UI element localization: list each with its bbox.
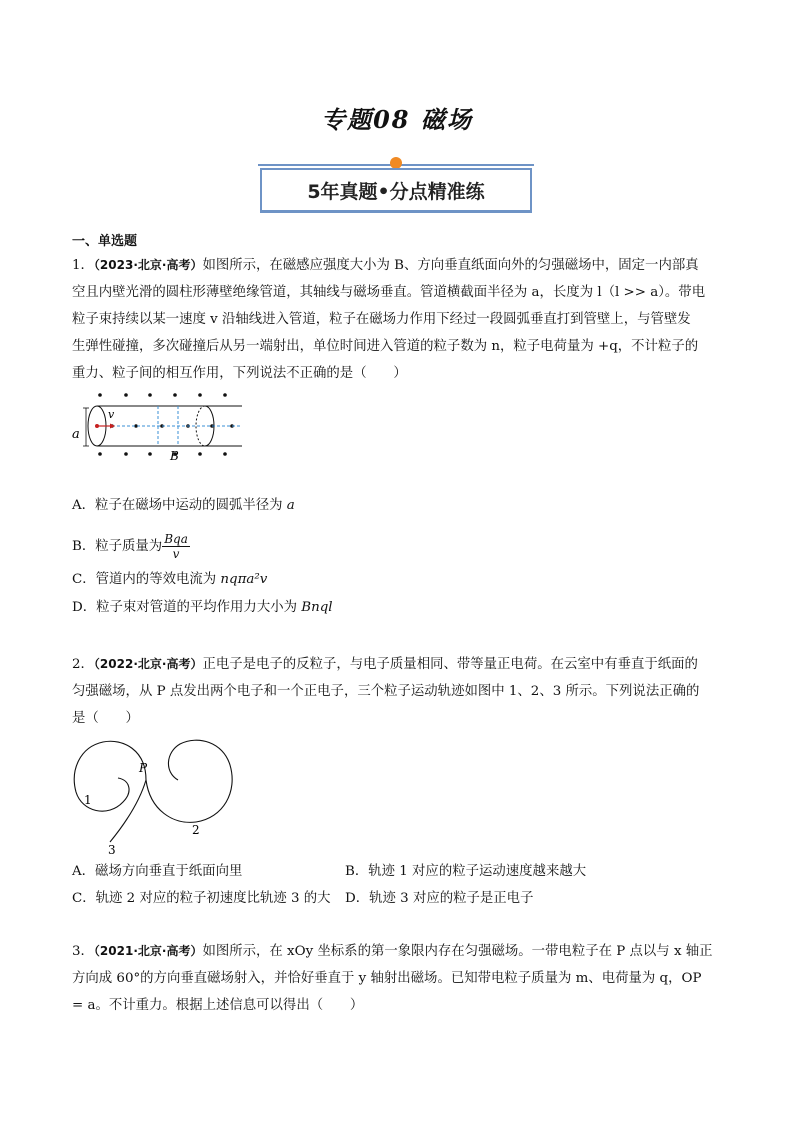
label-track-2: 2: [192, 823, 200, 837]
question-2-figure: [68, 730, 248, 855]
question-1-figure: [70, 382, 260, 492]
question-2-number: 2．: [72, 657, 94, 672]
question-2-line-1-text: 正电子是电子的反粒子，与电子质量相同、带等量正电荷。在云室中有垂直于纸面的: [202, 657, 698, 672]
pipe-dashed: [97, 406, 242, 446]
q2-option-a: A．磁场方向垂直于纸面向里: [72, 864, 243, 879]
label-P: P: [139, 761, 148, 775]
option-c-label: C．管道内的等效电流为: [72, 572, 221, 587]
question-3-line-3: = a。不计重力。根据上述信息可以得出（ ）: [72, 998, 364, 1013]
question-2-options-row-2: [72, 889, 724, 909]
q2-option-d: D．轨迹 3 对应的粒子是正电子: [345, 891, 534, 906]
banner: [258, 150, 534, 216]
option-a-value: a: [286, 498, 295, 513]
section-heading: 一、单选题: [72, 234, 138, 249]
option-a-label: A．粒子在磁场中运动的圆弧半径为: [72, 498, 287, 513]
question-3-text: [72, 938, 724, 1019]
track-2: [146, 740, 232, 822]
question-1-line-1: [72, 252, 724, 279]
question-2-line-2: 匀强磁场，从 P 点发出两个电子和一个正电子，三个粒子运动轨迹如图中 1、2、3 所示。下列说法正确的: [72, 684, 700, 699]
question-1-source: （2023·北京·高考）: [93, 258, 203, 272]
q2-option-c: C．轨迹 2 对应的粒子初速度比轨迹 3 的大: [72, 891, 331, 906]
question-1-option-b: [72, 532, 190, 561]
question-3-line-1-text: 如图所示，在 xOy 坐标系的第一象限内存在匀强磁场。一带电粒子在 P 点以与 x 轴正: [202, 944, 713, 959]
question-1-option-a: [72, 496, 295, 516]
question-2-line-3: 是（ ）: [72, 711, 139, 726]
label-track-3: 3: [108, 843, 116, 855]
question-1-line-5: 重力、粒子间的相互作用，下列说法不正确的是（ ）: [72, 366, 407, 381]
label-track-1: 1: [84, 793, 92, 807]
question-1-line-2: 空且内壁光滑的圆柱形薄壁绝缘管道，其轴线与磁场垂直。管道横截面半径为 a，长度为 l（l >> a）。带电: [72, 285, 706, 300]
q2-option-b: B．轨迹 1 对应的粒子运动速度越来越大: [345, 864, 587, 879]
page-title: 专题08 磁场: [321, 105, 473, 134]
label-B: B: [170, 449, 179, 463]
banner-box: 5年真题•分点精准练: [260, 168, 532, 213]
question-1-option-d: [72, 598, 333, 618]
question-1-line-3: 粒子束持续以某一速度 v 沿轴线进入管道，粒子在磁场力作用下经过一段圆弧垂直打到管壁上，与管壁发: [72, 312, 691, 327]
fraction-numerator: Bqa: [164, 532, 188, 546]
option-d-value: Bnql: [301, 600, 333, 615]
option-b-label: B．粒子质量为: [72, 539, 163, 554]
label-a: a: [72, 427, 80, 442]
question-3-line-1: [72, 938, 724, 965]
question-1-line-1-text: 如图所示，在磁感应强度大小为 B、方向垂直纸面向外的匀强磁场中，固定一内部真: [202, 258, 699, 273]
question-3-source: （2021·北京·高考）: [93, 944, 203, 958]
question-2-source: （2022·北京·高考）: [93, 657, 203, 671]
question-2-line-1: [72, 651, 724, 678]
option-c-value: nqπa²v: [220, 572, 268, 587]
question-2-options-row-1: [72, 862, 724, 882]
option-b-fraction: [162, 532, 190, 561]
option-d-label: D．粒子束对管道的平均作用力大小为: [72, 600, 302, 615]
question-1-text: [72, 252, 724, 387]
question-1-number: 1．: [72, 258, 94, 273]
question-3-number: 3．: [72, 944, 94, 959]
question-2-text: [72, 651, 724, 732]
question-3-line-2: 方向成 60°的方向垂直磁场射入，并恰好垂直于 y 轴射出磁场。已知带电粒子质量为 m、电荷量为 q，OP: [72, 971, 702, 986]
question-1-line-4: 生弹性碰撞，多次碰撞后从另一端射出，单位时间进入管道的粒子数为 n，粒子电荷量为 +q，不计粒子的: [72, 339, 699, 354]
question-1-option-c: [72, 570, 267, 590]
label-v: v: [108, 408, 115, 421]
track-3: [110, 780, 146, 842]
fraction-denominator: v: [172, 547, 180, 561]
